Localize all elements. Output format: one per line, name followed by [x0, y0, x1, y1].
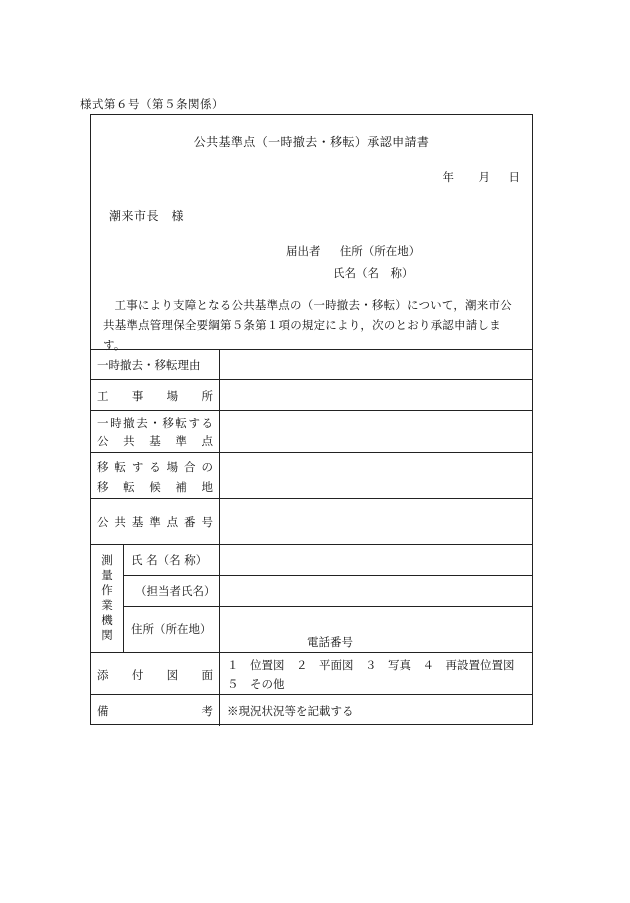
date-line [443, 169, 521, 185]
form-title: 公共基準点（一時撤去・移転）承認申請書 [193, 135, 430, 149]
point-number-label: 公 共 基 準 点 番 号 [97, 515, 213, 529]
date-month: 月 [478, 170, 490, 184]
point-label-line2: 公 共 基 準 点 [97, 434, 213, 448]
attachments-line2: ５ その他 [227, 677, 285, 691]
person-in-charge-label: （担当者氏名） [135, 584, 216, 598]
row-line [91, 652, 532, 653]
phone-label: 電話番号 [307, 635, 353, 649]
attachments-line1: １ 位置図 ２ 平面図 ３ 写真 ４ 再設置位置図 [227, 658, 515, 672]
row-line [91, 498, 532, 499]
row-line [123, 575, 532, 576]
body-text [91, 295, 534, 355]
row-line [91, 452, 532, 453]
column-line [219, 349, 220, 726]
row-line [91, 410, 532, 411]
applicant-name: 氏名（名 称） [333, 266, 414, 280]
survey-address-label: 住所（所在地） [131, 622, 212, 636]
row-line [91, 694, 532, 695]
row-line [91, 544, 532, 545]
remarks-value: ※現況状況等を記載する [227, 704, 354, 718]
applicant-label: 届出者 [286, 244, 321, 258]
reason-label: 一時撤去・移転理由 [97, 358, 201, 372]
addressee: 潮来市長 様 [109, 209, 185, 223]
application-form [90, 114, 533, 725]
survey-name-label: 氏 名（名 称） [131, 553, 208, 567]
survey-org-label: 測 量 作 業 機 関 [101, 553, 113, 642]
applicant-block [286, 240, 420, 284]
sub-column-line [123, 544, 124, 652]
date-year: 年 [442, 170, 454, 184]
point-label-line1: 一 時 撤 去 ・ 移 転 す る [97, 416, 213, 430]
row-line [123, 606, 532, 607]
remarks-label: 備 考 [97, 704, 213, 718]
body-paragraph: 工事により支障となる公共基準点の（一時撤去・移転）について，潮来市公共基準点管理保全要綱第５条第１項の規定により，次のとおり承認申請します。 [103, 298, 512, 352]
row-line [91, 379, 532, 380]
alt-site-label-line1: 移 転 す る 場 合 の [97, 460, 213, 474]
site-label: 工 事 場 所 [97, 389, 213, 403]
applicant-address: 住所（所在地） [339, 244, 421, 258]
date-day: 日 [508, 170, 520, 184]
form-number: 様式第６号（第５条関係） [80, 97, 224, 111]
table-top-line [91, 349, 532, 350]
attachments-label: 添 付 図 面 [97, 668, 213, 682]
alt-site-label-line2: 移 転 候 補 地 [97, 480, 213, 494]
